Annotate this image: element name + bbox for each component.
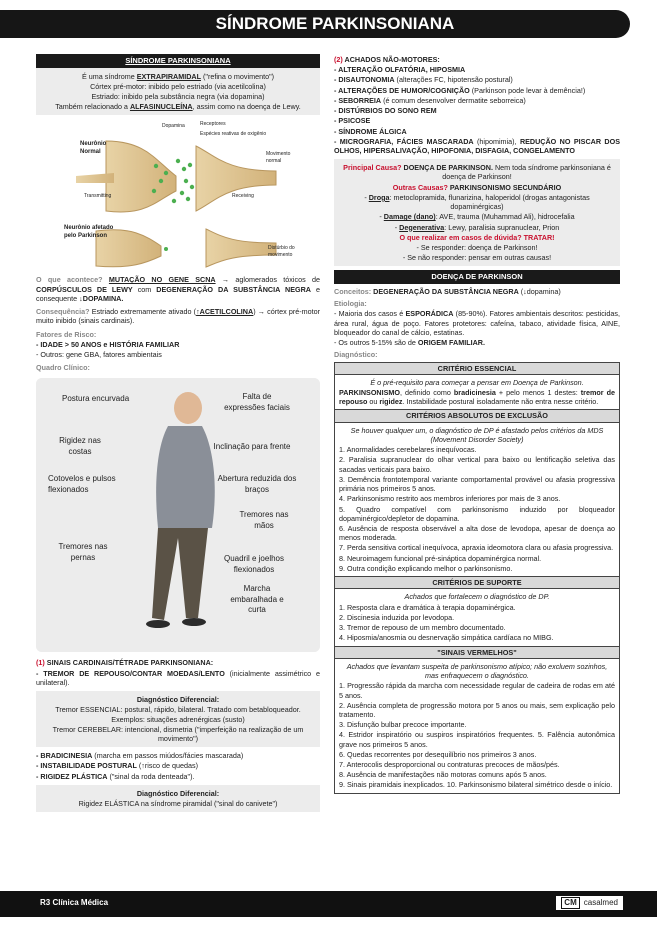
diagnosis-label: Diagnóstico: (334, 350, 378, 360)
criteria-box: CRITÉRIO ESSENCIAL É o pré-requisito para começar a pensar em Doença de Parkinson. PARKINSONISMO, definido como bradicinesia + pelo menos 1 destes: tremor de repouso ou rigidez. Instabilidade postural isoladamente não entra nesse critério. CRITÉRIOS ABSOLUTOS DE EXCLUSÃO Se houver qualquer um, o diagnóstico de DP é afastado pelos critérios da MDS (Movement Disorder Society) 1. Anormalidades cerebelares inequívocas. 2. Paralisia supranuclear do olhar vertical para baixo ou lentificação seletiva das sacadas verticais para baixo. 3. Demência frontotemporal variante comportamental provável ou afasia progressiva primária nos primeiros 5 anos. 4. Parkinsonismo restrito aos membros inferiores por mais de 3 anos. 5. Quadro compatível com parkinsonismo induzido por bloqueador dopaminérgico/depletor de dopamina. 6. Ausência de resposta observável a alta dose de levodopa, apesar de doença ao menos moderada. 7. Perda sensitiva cortical inequívoca, apraxia ideomotora clara ou afasia progressiva. 8. Neuroimagem funcional pré-sináptica dopaminérgica normal. 9. Outra condição explicando melhor o parkinsonismo. CRITÉRIOS DE SUPORTE Achados que fortalecem o diagnóstico de DP. 1. Resposta clara e dramática à terapia dopaminérgica. 2. Discinesia induzida por levodopa. 3. Tremor de repouso de um membro documentado. 4. Hiposmia/anosmia ou desnervação simpática cardíaca no MIBG. "SINAIS VERMELHOS" Achados que levantam suspeita de parkinsonismo atípico; não excluem sozinhos, mas enfraquecem o diagnóstico. 1. Progressão rápida da marcha com necessidade regular de cadeira de rodas em até 5 anos. 2. Ausência completa de progressão motora por 5 anos ou mais, sem explicação pelo tratamento. 3. Disfunção bulbar precoce importante. 4. Estridor inspiratório ou suspiros inspiratórios frequentes. 5. Falência autonômica grave nos primeiros 5 anos. 6. Quedas recorrentes por desequilíbrio nos primeiros 3 anos. 7. Anterocolis desproporcional ou contraturas precoces de mãos/pés. 8. Ausência de manifestações não motoras comuns após 5 anos. 9. Sinais piramidais inexplicados. 10. Parkinsonismo bilateral simétrico desde o início. (334, 362, 620, 794)
cardinal-tremor: - TREMOR DE REPOUSO/CONTAR MOEDAS/LENTO (inicialmente assimétrico e unilateral). (36, 668, 320, 687)
label-gait: Marcha embaralhada e curta (230, 584, 284, 614)
intro-line: Córtex pré-motor: inibido pelo estriado (via acetilcolina) (90, 81, 266, 91)
criteria-item: 4. Hiposmia/anosmia ou desnervação simpática cardíaca no MIBG. (339, 633, 554, 643)
rigidity: - RIGIDEZ PLÁSTICA ("sinal da roda denteada"). (36, 771, 195, 781)
support-list (339, 603, 615, 643)
neuron-diagram (36, 121, 320, 271)
nonmotor-last: - MICROGRAFIA, FÁCIES MASCARADA (hipomimia), REDUÇÃO NO PISCAR DOS OLHOS, HIPERSALIVAÇÃO, HIPOFONIA, DISFAGIA, CONGELAMENTO (334, 136, 620, 155)
consequence: Consequência? Estriado extremamente ativado (↑ACETILCOLINA) → córtex pré-motor muito inibido (sinais cardinais). (36, 307, 320, 326)
criteria-item: 7. Anterocolis desproporcional ou contraturas precoces de mãos/pés. (339, 760, 560, 770)
label-movement-disturbance: Distúrbio do movimento (268, 245, 295, 258)
concepts: Conceitos: DEGENERAÇÃO DA SUBSTÂNCIA NEGRA (↓dopamina) (334, 286, 561, 296)
criteria-item: 1. Anormalidades cerebelares inequívocas. (339, 445, 477, 455)
nonmotor-title: (2) ACHADOS NÃO-MOTORES: (334, 55, 440, 64)
label-lean: Inclinação para frente (213, 442, 291, 452)
logo: CM casalmed (556, 896, 623, 910)
right-column (334, 54, 620, 794)
section-header-sindrome: SÍNDROME PARKINSONIANA (36, 54, 320, 68)
label-normal-neuron: Neurônio Normal (80, 141, 107, 156)
nonmotor-item: - DISTÚRBIOS DO SONO REM (334, 106, 437, 116)
nonmotor-item: - SEBORREIA (é comum desenvolver dermatite seborreica) (334, 95, 526, 105)
criteria-item: 1. Resposta clara e dramática à terapia dopaminérgica. (339, 602, 516, 612)
etiology-2: - Os outros 5-15% são de ORIGEM FAMILIAR. (334, 338, 485, 348)
footer-label: R3 Clínica Médica (40, 898, 109, 907)
intro-line: Também relacionado a ALFASINUCLEÍNA, assim como na doença de Lewy. (55, 102, 301, 112)
intro-box (36, 68, 320, 116)
label-transmitting: Transmitting (84, 193, 112, 200)
label-elbows: Cotovelos e pulsos flexionados (48, 474, 116, 494)
criteria-item: 4. Estridor inspiratório ou suspiros inspiratórios frequentes. 5. Falência autonômica grave nos primeiros 5 anos. (339, 730, 615, 749)
criteria-item: 2. Discinesia induzida por levodopa. (339, 612, 455, 622)
criteria-item: 8. Ausência de manifestações não motoras comuns após 5 anos. (339, 770, 547, 780)
label-ros: Espécies reativas de oxigênio (200, 131, 267, 138)
criteria-item: 7. Perda sensitiva cortical inequívoca, apraxia ideomotora clara ou afasia progressiva. (339, 543, 614, 553)
crit-essential-text: PARKINSONISMO, definido como bradicinesia + pelo menos 1 destes: tremor de repouso ou rigidez. Instabilidade postural isoladamente não entra nesse critério. (339, 388, 615, 407)
intro-line: É uma síndrome EXTRAPIRAMIDAL ("refina o movimento") (81, 71, 275, 81)
nonmotor-list (334, 65, 620, 136)
criteria-item: 2. Ausência completa de progressão motora por 5 anos ou mais, sem explicação pelo tratamento. (339, 700, 615, 719)
criteria-item: 3. Tremor de repouso de um membro documentado. (339, 623, 506, 633)
label-arms: Abertura reduzida dos braços (217, 474, 297, 494)
excl-title: CRITÉRIOS ABSOLUTOS DE EXCLUSÃO (335, 409, 619, 422)
cardinal-title: (1) SINAIS CARDINAIS/TÉTRADE PARKINSONIANA: (36, 658, 214, 668)
risk-item-2: - Outros: gene GBA, fatores ambientais (36, 350, 162, 359)
label-normal-movement: Movimento normal (266, 151, 291, 164)
instability: - INSTABILIDADE POSTURAL (↑risco de quedas) (36, 761, 199, 771)
label-posture: Postura encurvada (62, 394, 130, 404)
intro-line: Estriado: inibido pela substância negra (via dopamina) (91, 92, 265, 102)
clinical-label: Quadro Clínico: (36, 363, 90, 373)
criteria-item: 2. Paralisia supranuclear do olhar vertical para baixo ou lentificação seletiva das sacadas verticais para baixo. (339, 455, 615, 474)
clinical-photo (36, 378, 320, 652)
label-face: Falta de expressões faciais (224, 392, 290, 412)
label-affected-neuron: Neurônio afetado pelo Parkinson (64, 225, 114, 240)
section-header-dp: DOENÇA DE PARKINSON (334, 270, 620, 284)
crit-essential-title: CRITÉRIO ESSENCIAL (335, 363, 619, 375)
etiology-label: Etiologia: (334, 299, 367, 309)
criteria-item: 6. Quedas recorrentes por desequilíbrio nos primeiros 3 anos. (339, 749, 537, 759)
brady: - BRADICINESIA (marcha em passos miúdos/fácies mascarada) (36, 751, 244, 761)
support-title: CRITÉRIOS DE SUPORTE (335, 576, 619, 589)
criteria-item: 1. Progressão rápida da marcha com necessidade regular de cadeira de rodas em até 5 anos. (339, 681, 615, 700)
label-receptors: Receptores (200, 121, 226, 128)
label-receiving: Receiving (232, 193, 254, 200)
label-dopamine: Dopamina (162, 123, 185, 130)
criteria-item: 5. Quadro compatível com parkinsonismo induzido por bloqueador dopaminérgico/depletor de dopamina. (339, 504, 615, 523)
nonmotor-item: - DISAUTONOMIA (alterações FC, hipotensão postural) (334, 75, 513, 85)
diff-diagnosis-box-2: Diagnóstico Diferencial: Rigidez ELÁSTICA na síndrome piramidal ("sinal do canivete") (36, 785, 320, 812)
title-banner (0, 10, 630, 38)
label-tremor-legs: Tremores nas pernas (58, 542, 108, 562)
left-column (36, 54, 320, 812)
criteria-item: 8. Neuroimagem funcional pré-sináptica dopaminérgica normal. (339, 553, 542, 563)
red-flags-title: "SINAIS VERMELHOS" (335, 646, 619, 659)
criteria-item: 9. Sinais piramidais inexplicados. 10. Parkinsonismo bilateral simétrico desde o início. (339, 780, 613, 790)
nonmotor-item: - ALTERAÇÃO OLFATÓRIA, HIPOSMIA (334, 65, 466, 75)
exclusion-list (339, 445, 615, 573)
criteria-item: 4. Parkinsonismo restrito aos membros inferiores por mais de 3 anos. (339, 494, 561, 504)
criteria-item: 6. Ausência de resposta observável a alta dose de levodopa, apesar de doença ao menos moderada. (339, 524, 615, 543)
criteria-item: 3. Demência frontotemporal variante comportamental provável ou afasia progressiva primária nos primeiros 5 anos. (339, 474, 615, 494)
risk-item-1: - IDADE > 50 ANOS e HISTÓRIA FAMILIAR (36, 339, 180, 349)
nonmotor-item: - SÍNDROME ÁLGICA (334, 126, 407, 136)
page-title: SÍNDROME PARKINSONIANA (215, 14, 455, 33)
label-hips: Quadril e joelhos flexionados (223, 554, 285, 574)
label-tremor-hands: Tremores nas mãos (239, 510, 289, 530)
what-happens: O que acontece? MUTAÇÃO NO GENE SCNA → aglomerados tóxicos de CORPÚSCULOS DE LEWY com DEGENERAÇÃO DA SUBSTÂNCIA NEGRA e consequente ↓DOPAMINA. (36, 275, 320, 303)
criteria-item: 3. Disfunção bulbar precoce importante. (339, 720, 467, 730)
criteria-item: 9. Outra condição explicando melhor o parkinsonismo. (339, 563, 513, 573)
label-stiff-back: Rigidez nas costas (59, 436, 101, 456)
footer (0, 891, 657, 917)
risk-label: Fatores de Risco: (36, 329, 97, 339)
etiology-1: - Maioria dos casos é ESPORÁDICA (85-90%). Fatores ambientais descritos: pesticidas, área rural, água de poço. Fatores protetores: cafeína, tabaco, atividade física, AINE, bloqueador do canal de cálcio, estatinas. (334, 309, 620, 337)
causes-box: Principal Causa? DOENÇA DE PARKINSON. Nem toda síndrome parkinsoniana é doença de Parkinson! Outras Causas? PARKINSONISMO SECUNDÁRIO - Droga: metoclopramida, flunarizina, haloperidol (drogas antagonistas dopaminérgicas) - Damage (dano): AVE, trauma (Muhammad Ali), hidrocefalia - Degenerativa: Lewy, paralisia supranuclear, Prion O que realizar em casos de dúvida? TRATAR! - Se responder: doença de Parkinson! - Se não responder: pensar em outras causas! (334, 159, 620, 266)
nonmotor-item: - ALTERAÇÕES DE HUMOR/COGNIÇÃO (Parkinson pode levar à demência!) (334, 85, 586, 95)
red-flags-list (339, 681, 615, 789)
nonmotor-item: - PSICOSE (334, 116, 371, 126)
diff-diagnosis-box-1: Diagnóstico Diferencial: Tremor ESSENCIAL: postural, rápido, bilateral. Tratado com betabloqueador. Exemplos: situações adrenérgicas (susto) Tremor CEREBELAR: intencional, dismetria ("imperfeição na realização de um movimento") (36, 691, 320, 747)
